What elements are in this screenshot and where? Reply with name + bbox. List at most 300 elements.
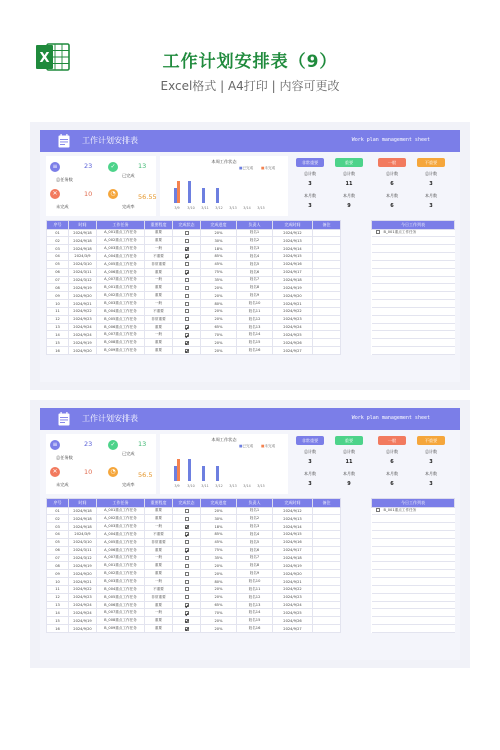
today-list-cell [372, 523, 455, 531]
today-list-cell [372, 268, 455, 276]
total-count-label: 总计数 [343, 449, 355, 454]
table-cell: 80% [201, 300, 237, 308]
table-cell: 2024/9/18 [69, 237, 97, 245]
month-count-label: 本月数 [304, 193, 316, 198]
stats-card [46, 434, 156, 494]
priority-badge: 一般 [378, 158, 406, 167]
completion-checkbox[interactable] [185, 286, 189, 290]
table-cell: 2024/9/24 [69, 601, 97, 609]
table-cell [313, 260, 341, 268]
status-cell [173, 284, 201, 292]
today-list-cell [372, 331, 455, 339]
table-row [47, 307, 341, 315]
chart-legend-undone: ■未完成 [261, 166, 276, 170]
month-count-value: 3 [308, 203, 312, 209]
table-row [47, 268, 341, 276]
column-header: 时间 [69, 221, 97, 230]
today-list-cell [372, 578, 455, 586]
table-cell: B_005重点工作任务 [97, 315, 145, 323]
table-cell: 2024/3/9 [69, 531, 97, 539]
today-list-row [372, 245, 455, 253]
table-cell: 2024/9/12 [273, 507, 313, 515]
table-cell: 2024/9/23 [273, 593, 313, 601]
table-cell [313, 507, 341, 515]
today-header-row [372, 499, 455, 508]
check-icon: ✓ [108, 162, 118, 172]
today-list-row [372, 229, 455, 237]
priority-summary-2 [331, 156, 367, 216]
table-cell [313, 331, 341, 339]
today-header-row [372, 221, 455, 230]
table-row [47, 253, 341, 261]
table-cell: 2024/9/21 [273, 300, 313, 308]
table-cell: 2024/9/26 [273, 617, 313, 625]
table-cell: A_007重点工作任务 [97, 276, 145, 284]
completion-checkbox[interactable] [185, 603, 189, 607]
sheet-title: 工作计划安排表 [82, 136, 138, 145]
today-list-row [372, 331, 455, 339]
month-count-label: 本月数 [386, 471, 398, 476]
status-cell [173, 515, 201, 523]
priority-summary-2 [331, 434, 367, 494]
bar-undone-0 [177, 459, 180, 481]
table-cell: 06 [47, 268, 69, 276]
completion-checkbox[interactable] [185, 278, 189, 282]
table-cell: 2024/9/23 [273, 315, 313, 323]
priority-summary-1 [292, 434, 328, 494]
table-cell: B_001重点工作任务 [97, 284, 145, 292]
month-count-value: 6 [390, 481, 394, 487]
pie-icon: ◔ [108, 189, 118, 199]
table-cell [313, 347, 341, 355]
table-cell: 重要 [145, 229, 173, 237]
table-cell: 2024/9/20 [69, 347, 97, 355]
table-cell: 04 [47, 253, 69, 261]
completion-checkbox[interactable] [185, 309, 189, 313]
x-tick-label: 3/14 [243, 206, 251, 210]
table-cell: 2024/9/15 [273, 253, 313, 261]
table-cell: 姓名11 [237, 585, 273, 593]
today-list-row [372, 601, 455, 609]
today-list-row [372, 292, 455, 300]
table-cell: 姓名4 [237, 531, 273, 539]
table-cell [313, 253, 341, 261]
completion-checkbox[interactable] [185, 325, 189, 329]
column-header: 序号 [47, 221, 69, 230]
table-cell: 2024/9/20 [69, 625, 97, 633]
table-row [47, 331, 341, 339]
x-tick-label: 3/9 [174, 484, 180, 488]
table-cell: 姓名16 [237, 625, 273, 633]
status-cell [173, 276, 201, 284]
column-header: 重要程度 [145, 499, 173, 508]
table-cell: 重要 [145, 507, 173, 515]
status-cell [173, 546, 201, 554]
priority-summary-3 [374, 434, 410, 494]
table-cell: B_004重点工作任务 [97, 585, 145, 593]
total-count-value: 3 [308, 459, 312, 465]
table-cell [313, 284, 341, 292]
table-cell: 09 [47, 570, 69, 578]
table-header-row [47, 499, 341, 508]
table-row [47, 609, 341, 617]
table-cell: 姓名14 [237, 331, 273, 339]
column-header: 完成状态 [173, 221, 201, 230]
table-cell: 2024/9/18 [69, 523, 97, 531]
completion-checkbox[interactable] [185, 595, 189, 599]
table-row [47, 593, 341, 601]
today-list-cell [372, 276, 455, 284]
table-cell: 2024/9/16 [273, 260, 313, 268]
table-cell: 02 [47, 515, 69, 523]
priority-badge: 非常重要 [296, 436, 324, 445]
sheet-header [40, 408, 460, 430]
table-cell: 重要 [145, 601, 173, 609]
table-cell [313, 578, 341, 586]
completion-checkbox[interactable] [185, 341, 189, 345]
today-list-row [372, 253, 455, 261]
today-list-row [372, 507, 455, 515]
column-header: 重要程度 [145, 221, 173, 230]
completion-checkbox[interactable] [185, 254, 189, 258]
table-cell: 2024/9/22 [69, 307, 97, 315]
table-cell: 2024/9/17 [273, 268, 313, 276]
today-list-cell [372, 531, 455, 539]
total-count-label: 总计数 [386, 449, 398, 454]
table-cell: 2024/3/12 [69, 554, 97, 562]
incomplete-tasks-label: 未完成 [56, 482, 69, 487]
today-list-row [372, 268, 455, 276]
table-cell: 03 [47, 523, 69, 531]
month-count-value: 3 [429, 481, 433, 487]
total-count-value: 11 [345, 181, 353, 187]
completion-checkbox[interactable] [185, 239, 189, 243]
table-cell: 2024/3/12 [69, 276, 97, 284]
status-cell [173, 237, 201, 245]
completion-checkbox[interactable] [185, 262, 189, 266]
today-list-cell [372, 515, 455, 523]
table-cell: 01 [47, 229, 69, 237]
today-list-row [372, 284, 455, 292]
completion-checkbox[interactable] [185, 564, 189, 568]
month-count-value: 6 [390, 203, 394, 209]
table-cell: 20% [201, 570, 237, 578]
today-list-cell [372, 229, 455, 237]
table-cell: 01 [47, 507, 69, 515]
table-cell: 20% [201, 562, 237, 570]
table-cell: 2024/9/26 [273, 339, 313, 347]
table-cell: 重要 [145, 546, 173, 554]
table-cell: 2024/9/19 [273, 284, 313, 292]
table-cell: 07 [47, 554, 69, 562]
today-item-checkbox[interactable] [376, 508, 380, 512]
today-list-row [372, 578, 455, 586]
table-cell: 18% [201, 523, 237, 531]
table-cell [313, 554, 341, 562]
completion-checkbox[interactable] [185, 333, 189, 337]
table-cell: 2024/9/24 [69, 609, 97, 617]
month-count-label: 本月数 [304, 471, 316, 476]
table-cell: 姓名12 [237, 315, 273, 323]
status-cell [173, 315, 201, 323]
table-row [47, 284, 341, 292]
today-list-row [372, 531, 455, 539]
today-list-cell [372, 245, 455, 253]
today-list-row [372, 609, 455, 617]
completion-checkbox[interactable] [185, 548, 189, 552]
priority-badge: 不重要 [417, 436, 445, 445]
status-cell [173, 554, 201, 562]
today-list-row [372, 347, 455, 355]
table-cell: B_009重点工作任务 [97, 625, 145, 633]
completion-checkbox[interactable] [185, 580, 189, 584]
today-list-row [372, 315, 455, 323]
table-cell: 03 [47, 245, 69, 253]
today-item-checkbox[interactable] [376, 230, 380, 234]
completion-checkbox[interactable] [185, 611, 189, 615]
table-cell: 10 [47, 300, 69, 308]
table-cell: 20% [201, 507, 237, 515]
column-header: 完成进度 [201, 221, 237, 230]
table-cell: 20% [201, 593, 237, 601]
task-table [46, 498, 341, 633]
total-count-label: 总计数 [425, 449, 437, 454]
today-list-cell [372, 307, 455, 315]
status-cell [173, 323, 201, 331]
today-list-cell [372, 625, 455, 633]
completion-checkbox[interactable] [185, 619, 189, 623]
table-cell: A_002重点工作任务 [97, 237, 145, 245]
table-cell: 2024/3/10 [69, 260, 97, 268]
month-count-label: 本月数 [425, 471, 437, 476]
today-list-row [372, 617, 455, 625]
table-cell: 2024/9/18 [273, 554, 313, 562]
completion-checkbox[interactable] [185, 540, 189, 544]
bar-done-2 [202, 188, 205, 203]
bar-done-1 [188, 459, 191, 481]
table-cell: 一般 [145, 245, 173, 253]
table-cell: 14 [47, 331, 69, 339]
table-cell: 20% [201, 292, 237, 300]
weekly-status-chart [160, 156, 288, 216]
table-cell: 2024/3/10 [69, 538, 97, 546]
table-cell: 08 [47, 562, 69, 570]
table-cell: 2024/9/21 [69, 578, 97, 586]
total-count-value: 6 [390, 459, 394, 465]
total-count-value: 6 [390, 181, 394, 187]
table-cell: 姓名11 [237, 307, 273, 315]
completion-checkbox[interactable] [185, 509, 189, 513]
table-cell [313, 229, 341, 237]
hero-banner [0, 0, 500, 112]
table-cell: 2024/9/13 [273, 515, 313, 523]
total-count-value: 11 [345, 459, 353, 465]
completion-checkbox[interactable] [185, 587, 189, 591]
table-cell: 姓名1 [237, 507, 273, 515]
priority-summary-4 [413, 156, 449, 216]
table-row [47, 315, 341, 323]
table-row [47, 570, 341, 578]
table-cell: 姓名10 [237, 578, 273, 586]
table-cell: 一般 [145, 276, 173, 284]
today-list-cell [372, 617, 455, 625]
completion-rate-value: 56.5 [138, 471, 153, 479]
table-row [47, 323, 341, 331]
table-row [47, 347, 341, 355]
status-cell [173, 260, 201, 268]
completion-checkbox[interactable] [185, 317, 189, 321]
table-cell: 15 [47, 339, 69, 347]
today-list-cell [372, 562, 455, 570]
table-row [47, 562, 341, 570]
completion-checkbox[interactable] [185, 270, 189, 274]
pie-icon: ◔ [108, 467, 118, 477]
table-cell: 2024/9/18 [69, 515, 97, 523]
total-count-value: 3 [308, 181, 312, 187]
table-row [47, 237, 341, 245]
today-list-row [372, 515, 455, 523]
table-cell: A_006重点工作任务 [97, 268, 145, 276]
table-row [47, 229, 341, 237]
table-cell: 75% [201, 268, 237, 276]
completion-checkbox[interactable] [185, 349, 189, 353]
completion-checkbox[interactable] [185, 532, 189, 536]
priority-badge: 一般 [378, 436, 406, 445]
today-list-cell [372, 609, 455, 617]
table-cell: 姓名9 [237, 570, 273, 578]
table-cell [313, 538, 341, 546]
today-list-row [372, 554, 455, 562]
today-list-row [372, 570, 455, 578]
column-header: 负责人 [237, 221, 273, 230]
table-cell [313, 300, 341, 308]
table-cell: 重要 [145, 570, 173, 578]
table-cell: 姓名15 [237, 617, 273, 625]
table-cell: 非常重要 [145, 593, 173, 601]
completion-checkbox[interactable] [185, 247, 189, 251]
calendar-icon [58, 412, 70, 426]
table-cell: B_007重点工作任务 [97, 331, 145, 339]
table-cell: 45% [201, 260, 237, 268]
today-list-row [372, 523, 455, 531]
table-header-row [47, 221, 341, 230]
table-cell: 20% [201, 229, 237, 237]
completion-checkbox[interactable] [185, 517, 189, 521]
weekly-status-chart [160, 434, 288, 494]
today-list-row [372, 538, 455, 546]
table-row [47, 260, 341, 268]
total-count-value: 3 [429, 181, 433, 187]
table-cell: 2024/9/19 [69, 339, 97, 347]
table-cell: 姓名15 [237, 339, 273, 347]
table-cell: A_004重点工作任务 [97, 253, 145, 261]
table-cell: 2024/9/19 [69, 617, 97, 625]
table-cell: 2024/9/18 [69, 245, 97, 253]
table-cell: 08 [47, 284, 69, 292]
table-cell: 14 [47, 609, 69, 617]
priority-summary-1 [292, 156, 328, 216]
completion-checkbox[interactable] [185, 627, 189, 631]
today-work-list [371, 220, 455, 355]
table-cell [313, 562, 341, 570]
column-header: 备注 [313, 221, 341, 230]
completion-checkbox[interactable] [185, 556, 189, 560]
completion-checkbox[interactable] [185, 302, 189, 306]
status-cell [173, 562, 201, 570]
month-count-label: 本月数 [343, 471, 355, 476]
table-cell: 2024/9/21 [69, 300, 97, 308]
month-count-value: 9 [347, 203, 351, 209]
total-count-value: 3 [429, 459, 433, 465]
incomplete-tasks-value: 10 [84, 468, 93, 476]
table-cell: 35% [201, 276, 237, 284]
table-cell: 07 [47, 276, 69, 284]
x-tick-label: 3/10 [187, 206, 195, 210]
table-cell [313, 323, 341, 331]
table-cell: 20% [201, 625, 237, 633]
table-cell [313, 609, 341, 617]
x-tick-label: 3/11 [201, 484, 209, 488]
today-list-row [372, 562, 455, 570]
completion-rate-label: 完成率 [122, 482, 135, 487]
table-cell: B_005重点工作任务 [97, 593, 145, 601]
chart-legend-done: ■已完成 [239, 166, 254, 170]
table-cell: 2024/9/24 [273, 601, 313, 609]
table-cell: A_003重点工作任务 [97, 523, 145, 531]
table-cell: 姓名6 [237, 546, 273, 554]
table-cell: 30% [201, 515, 237, 523]
table-cell: 不重要 [145, 307, 173, 315]
table-cell: 2024/9/15 [273, 531, 313, 539]
total-count-label: 总计数 [425, 171, 437, 176]
completion-checkbox[interactable] [185, 525, 189, 529]
table-cell: 重要 [145, 292, 173, 300]
table-cell: 11 [47, 307, 69, 315]
table-cell: 姓名6 [237, 268, 273, 276]
table-cell: B_006重点工作任务 [97, 323, 145, 331]
completion-checkbox[interactable] [185, 572, 189, 576]
today-work-list [371, 498, 455, 633]
table-cell: 姓名5 [237, 260, 273, 268]
table-cell: A_007重点工作任务 [97, 554, 145, 562]
today-list-row [372, 300, 455, 308]
chart-title: 本周工作状态 [211, 437, 237, 442]
table-cell [313, 515, 341, 523]
table-row [47, 292, 341, 300]
table-row [47, 523, 341, 531]
table-cell: 2024/9/12 [273, 229, 313, 237]
table-cell: 16 [47, 347, 69, 355]
table-cell: 85% [201, 531, 237, 539]
incomplete-tasks-label: 未完成 [56, 204, 69, 209]
chart-legend-done: ■已完成 [239, 444, 254, 448]
table-cell: 11 [47, 585, 69, 593]
total-count-label: 总计数 [304, 449, 316, 454]
completion-checkbox[interactable] [185, 231, 189, 235]
table-cell: A_005重点工作任务 [97, 538, 145, 546]
column-header: 完成时间 [273, 221, 313, 230]
priority-badge: 重要 [335, 158, 363, 167]
completion-checkbox[interactable] [185, 294, 189, 298]
table-cell: 2024/9/24 [69, 331, 97, 339]
cross-icon: ✕ [50, 189, 60, 199]
table-cell: 2024/9/16 [273, 538, 313, 546]
table-row [47, 339, 341, 347]
today-list-row [372, 625, 455, 633]
table-cell: B_003重点工作任务 [97, 578, 145, 586]
today-list-cell [372, 538, 455, 546]
table-row [47, 538, 341, 546]
